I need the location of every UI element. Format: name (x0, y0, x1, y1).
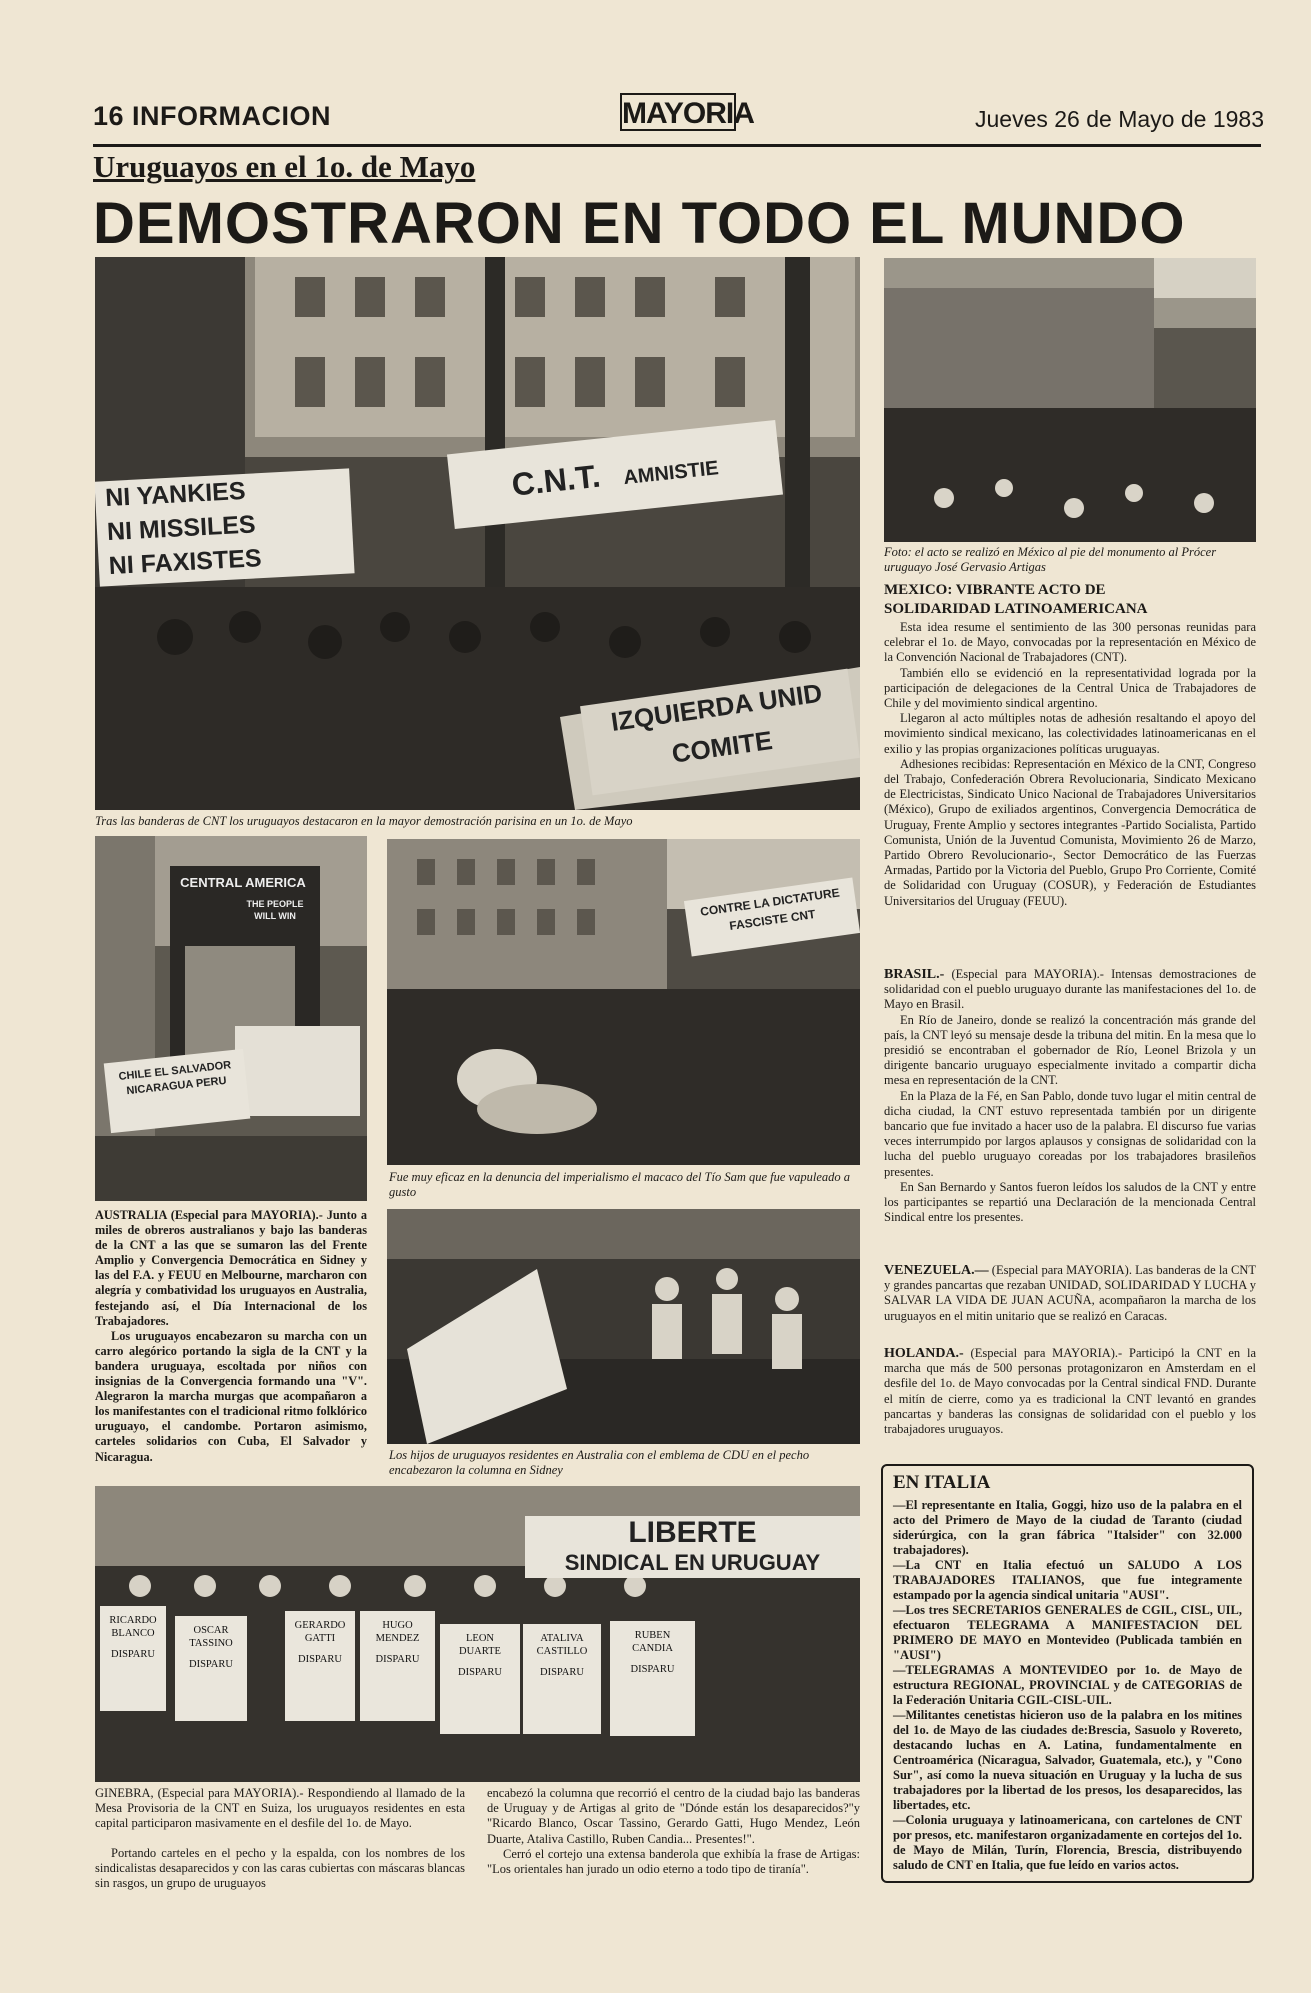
ginebra-photo (95, 1486, 860, 1782)
australia-photo (95, 836, 367, 1201)
sign-first-name: ATALIVA (540, 1633, 584, 1644)
banner-comite-text: COMITE (669, 724, 775, 769)
mexico-paragraph-1: Esta idea resume el sentimiento de las 300 personas reunidas para celebrar el 1o. de Mayo, convocadas por la representación en México de la Convención Nacional de Trabajadores (CNT). (884, 620, 1256, 665)
australia-paragraph-2: Los uruguayos encabezaron su marcha con un carro alegórico portando la sigla de la CNT y la bandera uruguaya, escoltada por niños con insignias de la Convergencia formando una "V". Alegraron la marcha murgas que acompañaron a los manifestantes con el tradicional ritmo folklórico uruguayo, el candombe. Portaron asimismo, carteles solidarios con Cuba, El Salvador y Nicaragua. (95, 1328, 367, 1464)
sign-disparu: DISPARU (540, 1667, 584, 1678)
holanda-article (884, 1346, 1256, 1437)
ginebra-article-col2 (487, 1786, 860, 1877)
australia-intro: (Especial para MAYORIA).- Junto a miles de obreros australianos y bajo las banderas de la CNT a las que se sumaron las del Frente Amplio y Convergencia Democrática en Sidney y las del F.A. y FEUU en Melbourne, marcharon con alegría y combatividad los uruguayos en Australia, festejando así, el Día Internacional de los Trabajadores. (95, 1208, 367, 1328)
mexico-paragraph-3: Llegaron al acto múltiples notas de adhesión resaltando el apoyo del movimiento sindical mexicano, las colectividades latinoamericanas en el exilio y las propias organizaciones políticas uruguayas. (884, 711, 1256, 756)
brasil-paragraph-2: En Río de Janeiro, donde se realizó la concentración más grande del país, la CNT leyó su mensaje desde la tribuna del mitin. En la mesa que lo presidió se encontraban el gobernador de Río, Leonel Brizola y un dirigente bancario uruguayo especialmente invitado a compartir dicha mesa en representación de la CNT. (884, 1012, 1256, 1088)
sign-first-name: RICARDO (109, 1615, 157, 1626)
banner-line-missiles: NI MISSILES (106, 510, 257, 547)
mexico-caption: Foto: el acto se realizó en México al pie del monumento al Prócer uruguayo José Gervasio Artigas (884, 545, 1217, 574)
australia-lead: AUSTRALIA (95, 1208, 167, 1222)
venezuela-lead: VENEZUELA.— (884, 1263, 989, 1278)
ginebra-sign (360, 1611, 435, 1721)
sign-first-name: OSCAR (193, 1625, 229, 1636)
italia-title: EN ITALIA (893, 1472, 991, 1493)
italia-box (881, 1464, 1254, 1883)
ginebra-banner (525, 1516, 860, 1578)
sign-disparu: DISPARU (630, 1664, 675, 1675)
ginebra-paragraph-1: GINEBRA, (Especial para MAYORIA).- Respondiendo al llamado de la Mesa Provisoria de la CNT en Suiza, los uruguayos residentes en esta capital participaron masivamente en el desfile del 1o. de Mayo. (95, 1786, 465, 1831)
australia-sign-people-win: THE PEOPLE WILL WIN (246, 899, 304, 921)
sign-last-name: TASSINO (189, 1638, 233, 1649)
italia-item: —Los tres SECRETARIOS GENERALES de CGIL, CISL, UIL, efectuaron TELEGRAMA A MANIFESTACION DEL PRIMERO DE MAYO en Montevideo (Publicada también en "AUSI") (893, 1603, 1242, 1662)
italia-item: —Militantes cenetistas hicieron uso de la palabra en los mitines del 1o. de Mayo de las ciudades de:Brescia, Sasuolo y Rovereto, destacando luchas en A. Latina, fundamentalmente en Centroamérica (Nicaragua, Salvador, Guatemala, etc.), y "Cono Sur", así como la nueva situación en Uruguay y la lucha de sus trabajadores por la libertad de los presos, los desaparecidos, las libertades, etc. (893, 1708, 1242, 1812)
sign-disparu: DISPARU (111, 1649, 155, 1660)
brasil-paragraph-1 (884, 967, 1256, 1013)
ginebra-banner-liberte: LIBERTE (628, 1516, 757, 1549)
ginebra-sign (610, 1621, 695, 1736)
italia-item: —TELEGRAMAS A MONTEVIDEO por 1o. de Mayo de estructura REGIONAL, PROVINCIAL y de CATEGORIAS de la Federación Unitaria CGIL-CISL-UIL. (893, 1663, 1242, 1707)
australia-sign-central-america: CENTRAL AMERICA (173, 874, 313, 892)
tio-sam-photo (387, 839, 860, 1165)
mexico-paragraph-4: Adhesiones recibidas: Representación en México de la CNT, Congreso del Trabajo, Confederación Obrera Revolucionaria, Sindicato Mexicano de Electricistas, Sindicato Unico Nacional de Trabajadores Universitarios (México), Grupo de exiliados argentinos, Convergencia Democrática de Uruguay, Frente Amplio y sectores integrantes -Partido Socialista, Partido Comunista, Unión de la Juventud Comunista, Movimiento 26 de Marzo, Partido Obrero Revolucionario-, Sector Democrático de las Fuerzas Armadas, Partido por la Victoria del Pueblo, Grupo Pro Corriente, Comité de Solidaridad con Uruguay (COSUR), y Federación de Estudiantes Universitarios del Uruguay (FEUU). (884, 756, 1256, 908)
sign-last-name: DUARTE (459, 1646, 501, 1657)
sign-last-name: CANDIA (632, 1643, 673, 1654)
sign-first-name: HUGO (382, 1620, 413, 1631)
paris-caption: Tras las banderas de CNT los uruguayos destacaron en la mayor demostración parisina en un 1o. de Mayo (95, 814, 633, 828)
sign-disparu: DISPARU (375, 1654, 420, 1665)
ginebra-paragraph-2: Portando carteles en el pecho y la espalda, con los nombres de los sindicalistas desaparecidos y con las caras cubiertas con máscaras blancas sin rasgos, un grupo de uruguayos (95, 1845, 465, 1891)
brasil-paragraph-3: En la Plaza de la Fé, en San Pablo, donde tuvo lugar el mitin central de dicha ciudad, la CNT estuvo representada también por un dirigente bancario que fue invitado a hacer uso de la palabra. El discurso fue varias veces interrumpido por largos aplausos y consignas de solidaridad con la lucha del pueblo uruguayo coreadas por los trabajadores brasileños presentes. (884, 1088, 1256, 1179)
sign-first-name: LEON (466, 1633, 494, 1644)
banner-amnistie-text: AMNISTIE (622, 457, 720, 490)
headline: DEMOSTRARON EN TODO EL MUNDO (93, 191, 1186, 256)
tio-sam-caption: Fue muy eficaz en la denuncia del imperialismo el macaco del Tío Sam que fue vapuleado a gusto (389, 1170, 851, 1199)
mexico-article (884, 620, 1256, 909)
sign-last-name: CASTILLO (536, 1646, 588, 1657)
sign-first-name: RUBEN (634, 1630, 671, 1641)
sign-last-name: MENDEZ (375, 1633, 420, 1644)
italia-item: —La CNT en Italia efectuó un SALUDO A LOS TRABAJADORES ITALIANOS, que fue integramente estampado por la agencia sindical unitaria "AUSI". (893, 1558, 1242, 1602)
ginebra-sign (285, 1611, 355, 1721)
brasil-lead: BRASIL.- (884, 967, 945, 982)
venezuela-text: (Especial para MAYORIA). Las banderas de la CNT y grandes pancartas que rezaban UNIDAD, SOLIDARIDAD Y LUCHA y SALVAR LA VIDA DE JUAN ACUÑA, acompañaron la marcha de los uruguayos en el mitin unitario que se realizó en Caracas. (884, 1263, 1256, 1323)
banner-izquierda-text: IZQUIERDA UNID (609, 677, 824, 737)
sidney-caption: Los hijos de uruguayos residentes en Australia con el emblema de CDU en el pecho encabezaron la columna en Sidney (389, 1448, 810, 1477)
sign-disparu: DISPARU (298, 1654, 342, 1665)
brasil-paragraph-4: En San Bernardo y Santos fueron leídos los saludos de la CNT y entre los participantes se repartió una Declaración de la mencionada Central Sindical entre los presentes. (884, 1179, 1256, 1225)
ginebra-sign (523, 1624, 601, 1734)
australia-article (95, 1208, 367, 1465)
ginebra-paragraph-4: Cerró el cortejo una extensa banderola que exhibía la frase de Artigas: "Los orientales han jurado un odio eterno a todo tipo de tiranía". (487, 1846, 860, 1877)
paris-photo (95, 257, 860, 810)
mexico-photo (884, 258, 1256, 542)
banner-line-faxistes: NI FAXISTES (108, 544, 263, 581)
sign-disparu: DISPARU (458, 1667, 502, 1678)
italia-item: —El representante en Italia, Goggi, hizo uso de la palabra en el acto del Primero de Mayo de la ciudad de Taranto (ciudad siderúrgica, con la gran fábrica "Italsider" con 32.000 trabajadores). (893, 1498, 1242, 1557)
sign-last-name: BLANCO (111, 1628, 155, 1639)
ginebra-banner-uruguay: SINDICAL EN URUGUAY (564, 1550, 821, 1575)
tio-sam-banner: CONTRE LA DICTATURE FASCISTE CNT (684, 877, 860, 956)
ginebra-sign (175, 1616, 247, 1721)
mexico-title-2: SOLIDARIDAD LATINOAMERICANA (884, 601, 1148, 617)
brasil-article (884, 967, 1256, 1225)
sidney-photo (387, 1209, 860, 1444)
issue-date: Jueves 26 de Mayo de 1983 (975, 106, 1264, 132)
holanda-lead: HOLANDA.- (884, 1346, 964, 1361)
brasil-intro: (Especial para MAYORIA).- Intensas demostraciones de solidaridad con el pueblo uruguayo durante las manifestaciones del 1o. de Mayo en Brasil. (884, 967, 1256, 1012)
ginebra-sign (100, 1606, 166, 1711)
sign-first-name: GERARDO (294, 1620, 346, 1631)
paris-banner-ni (95, 468, 355, 586)
australia-sign-chile: CHILE EL SALVADOR NICARAGUA PERU (104, 1049, 251, 1133)
ginebra-sign (440, 1624, 520, 1734)
ginebra-article-col1 (95, 1786, 465, 1891)
header-rule (93, 144, 1261, 147)
mexico-paragraph-2: También ello se evidenció en la representatividad lograda por la participación de delegaciones de la Central Unica de Trabajadores de Chile y del movimiento sindical argentino. (884, 665, 1256, 711)
australia-paragraph-1 (95, 1208, 367, 1329)
sign-last-name: GATTI (304, 1633, 336, 1644)
holanda-text: (Especial para MAYORIA).- Participó la CNT en la marcha que más de 500 personas protagonizaron en Amsterdam en el desfile del 1o. de Mayo convocadas por la Central sindical FND. Durante el mitín de cierre, como ya es tradicional la CNT levantó en grandes pancartas y banderas las consignas de solidaridad con el pueblo y los trabajadores uruguayos. (884, 1346, 1257, 1437)
section-label: 16 INFORMACION (93, 101, 332, 131)
italia-item: —Colonia uruguaya y latinoamericana, con cartelones de CNT por presos, etc. manifestaron organizadamente en cortejos del 1o. de Mayo de Milán, Turín, Florencia, Brescia, distribuyendo saludo de CNT en Italia, que fue leído en varios actos. (893, 1813, 1242, 1872)
holanda-paragraph (884, 1346, 1256, 1437)
kicker: Uruguayos en el 1o. de Mayo (93, 149, 476, 184)
mexico-title-1: MEXICO: VIBRANTE ACTO DE (884, 582, 1106, 598)
sign-disparu: DISPARU (189, 1659, 233, 1670)
ginebra-paragraph-3: encabezó la columna que recorrió el centro de la ciudad bajo las banderas de Uruguay y de Artigas al grito de "Dónde están los desaparecidos?"y "Ricardo Blanco, Oscar Tassino, Gerardo Gatti, Hugo Mendez, León Duarte, Ataliva Castillo, Ruben Candia... Presentes!". (487, 1786, 860, 1846)
newspaper-logo: MAYORIA (620, 93, 736, 131)
venezuela-article (884, 1263, 1256, 1324)
banner-cnt-text: C.N.T. (509, 457, 603, 503)
venezuela-paragraph (884, 1263, 1256, 1324)
banner-line-yankies: NI YANKIES (104, 476, 247, 513)
